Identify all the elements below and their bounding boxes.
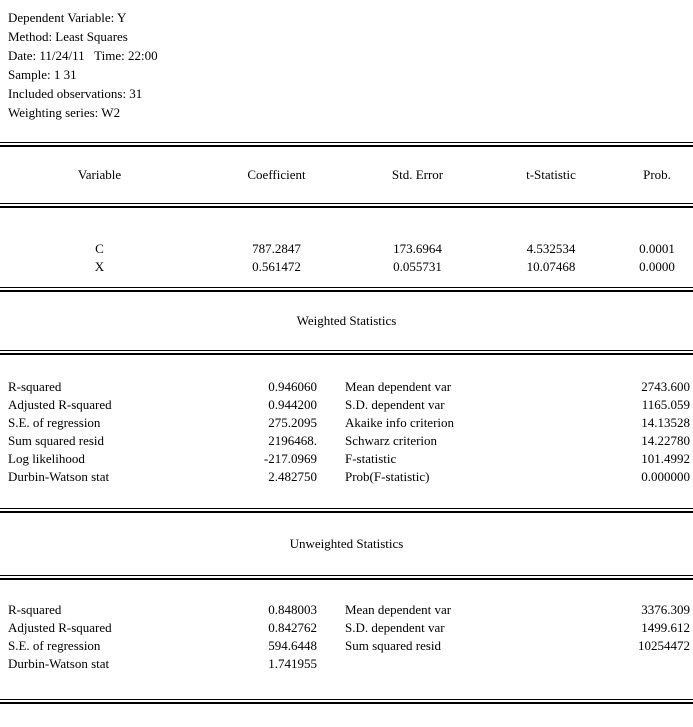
summary-line-sample: Sample: 1 31 — [8, 67, 77, 82]
summary-line-date-time: Date: 11/24/11 Time: 22:00 — [8, 48, 158, 63]
std-error-value: 0.055731 — [393, 259, 442, 274]
unweighted-statistics-band — [0, 513, 693, 575]
stat-label: S.D. dependent var — [345, 620, 445, 635]
col-header-prob: Prob. — [643, 167, 671, 182]
stat-row — [0, 468, 693, 486]
coefficient-table-header — [0, 147, 693, 203]
stat-row — [0, 655, 693, 673]
stat-label: Sum squared resid — [8, 433, 105, 448]
stat-label: S.E. of regression — [8, 415, 101, 430]
prob-value: 0.0000 — [639, 259, 675, 274]
stat-value: 0.000000 — [641, 469, 690, 484]
regression-summary-block — [0, 0, 693, 122]
coefficient-value: 787.2847 — [252, 241, 301, 256]
stat-label: Sum squared resid — [345, 638, 442, 653]
stat-row — [0, 378, 693, 396]
stat-label: F-statistic — [345, 451, 397, 466]
stat-label: Adjusted R-squared — [8, 620, 112, 635]
stat-value: 10254472 — [638, 638, 690, 653]
stat-row — [0, 432, 693, 450]
weighted-statistics-title: Weighted Statistics — [296, 313, 397, 328]
stat-row — [0, 601, 693, 619]
stat-row — [0, 619, 693, 637]
stat-label: Adjusted R-squared — [8, 397, 112, 412]
stat-label: Schwarz criterion — [345, 433, 438, 448]
variable-name: C — [95, 241, 104, 256]
summary-line-weighting-series: Weighting series: W2 — [8, 105, 121, 120]
coefficient-row-c — [0, 240, 693, 258]
coefficient-table-body — [0, 240, 693, 276]
stat-value: 0.944200 — [268, 397, 317, 412]
stat-label — [317, 655, 560, 673]
stat-label: S.E. of regression — [8, 638, 101, 653]
prob-value: 0.0001 — [639, 241, 675, 256]
stat-value: 14.13528 — [641, 415, 690, 430]
stat-row — [0, 637, 693, 655]
stat-value: 594.6448 — [268, 638, 317, 653]
weighted-statistics-band — [0, 292, 693, 350]
stat-label: Prob(F-statistic) — [345, 469, 430, 484]
col-header-t-statistic: t-Statistic — [526, 167, 576, 182]
stat-label: R-squared — [8, 379, 62, 394]
coefficient-row-x — [0, 258, 693, 276]
coefficient-value: 0.561472 — [252, 259, 301, 274]
stat-label: Mean dependent var — [345, 602, 452, 617]
col-header-variable: Variable — [77, 167, 122, 182]
stat-value: 1499.612 — [641, 620, 690, 635]
stat-value: 0.946060 — [268, 379, 317, 394]
col-header-coefficient: Coefficient — [247, 167, 306, 182]
double-rule-under-unweighted-title — [0, 575, 693, 580]
stat-value: 14.22780 — [641, 433, 690, 448]
unweighted-statistics-title: Unweighted Statistics — [289, 536, 404, 551]
stat-value: 0.842762 — [268, 620, 317, 635]
stat-label: S.D. dependent var — [345, 397, 445, 412]
stat-value — [560, 655, 693, 673]
stat-value: 2196468. — [268, 433, 317, 448]
double-rule-under-header — [0, 203, 693, 208]
stat-value: -217.0969 — [263, 451, 317, 466]
stat-label: Log likelihood — [8, 451, 85, 466]
col-header-std-error: Std. Error — [391, 167, 444, 182]
double-rule-under-weighted-title — [0, 350, 693, 355]
stat-value: 3376.309 — [641, 602, 690, 617]
summary-line-observations: Included observations: 31 — [8, 86, 143, 101]
stat-value: 0.848003 — [268, 602, 317, 617]
stat-label: Akaike info criterion — [345, 415, 455, 430]
double-rule-bottom — [0, 699, 693, 704]
stat-value: 2.482750 — [268, 469, 317, 484]
summary-line-method: Method: Least Squares — [8, 29, 128, 44]
unweighted-statistics-table — [0, 601, 693, 673]
t-statistic-value: 10.07468 — [526, 259, 576, 274]
weighted-statistics-table — [0, 378, 693, 486]
stat-value: 275.2095 — [268, 415, 317, 430]
stat-value: 1.741955 — [268, 656, 317, 671]
stat-label: Durbin-Watson stat — [8, 469, 110, 484]
stat-label: Durbin-Watson stat — [8, 656, 110, 671]
variable-name: X — [94, 259, 105, 274]
stat-row — [0, 414, 693, 432]
summary-line-dependent-variable: Dependent Variable: Y — [8, 10, 127, 25]
stat-value: 1165.059 — [641, 397, 690, 412]
stat-label: R-squared — [8, 602, 62, 617]
coefficient-header-row — [0, 147, 693, 203]
stat-row — [0, 450, 693, 468]
t-statistic-value: 4.532534 — [526, 241, 576, 256]
stat-row — [0, 396, 693, 414]
stat-value: 101.4992 — [641, 451, 690, 466]
std-error-value: 173.6964 — [393, 241, 442, 256]
stat-label: Mean dependent var — [345, 379, 452, 394]
stat-value: 2743.600 — [641, 379, 690, 394]
